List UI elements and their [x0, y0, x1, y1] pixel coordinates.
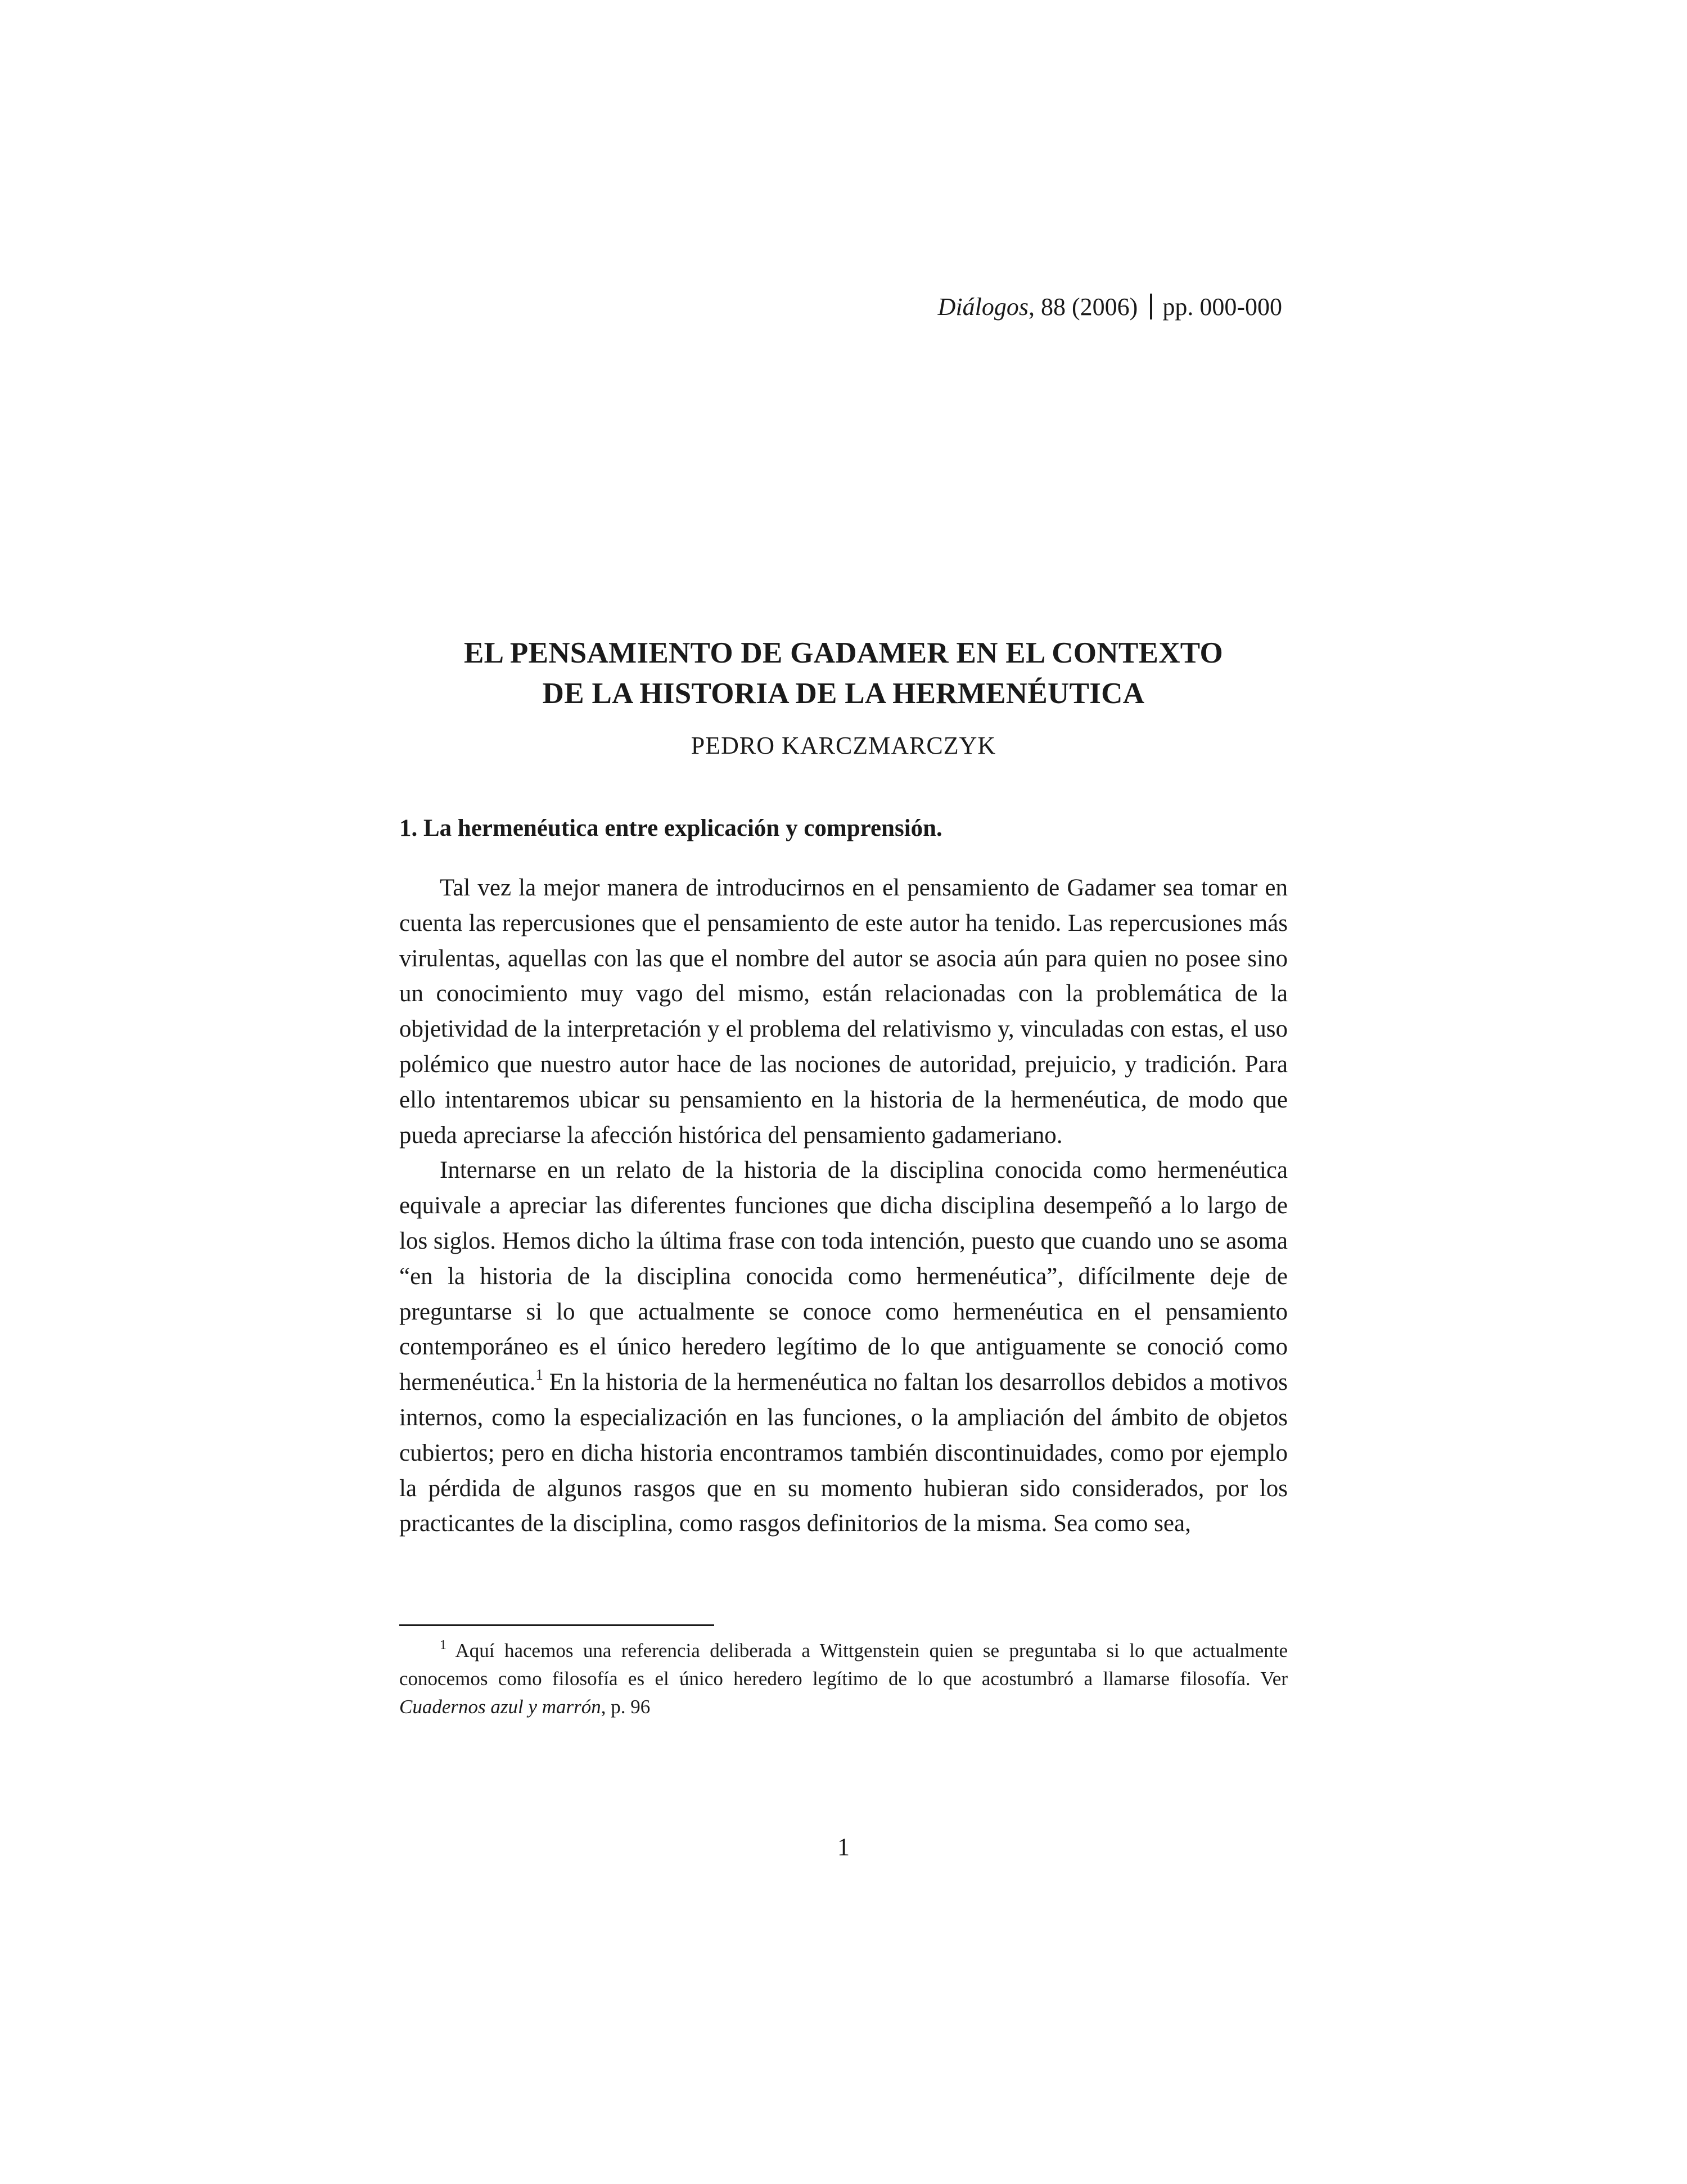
footnote-reference: 1	[535, 1366, 543, 1384]
title-line-1: EL PENSAMIENTO DE GADAMER EN EL CONTEXTO	[463, 637, 1224, 669]
paragraph-2-start: Internarse en un relato de la historia de la disciplina conocida como hermenéutica equivale a apreciar las diferentes funciones que dicha disciplina desempeñó a lo largo de los siglos. Hemos dicho la última frase con toda intención, puesto que cuando uno se asoma “en la historia de la disciplina conocida como hermenéutica”, difícilmente deje de preguntarse si lo que actualmente se conoce como hermenéutica en el pensamiento contemporáneo es el único heredero legítimo de lo que antiguamente se conoció como hermenéutica.	[399, 1157, 1288, 1396]
running-head	[938, 292, 1282, 322]
article-author: PEDRO KARCZMARCZYK	[691, 732, 996, 759]
footnote-divider	[399, 1624, 714, 1626]
footnote-page-ref: , p. 96	[601, 1696, 651, 1718]
journal-pages: pp. 000-000	[1162, 293, 1282, 321]
footnote-number: 1	[440, 1638, 446, 1652]
footnote-work-title: Cuadernos azul y marrón	[399, 1696, 601, 1718]
journal-name: Diálogos	[937, 293, 1029, 321]
footnote	[399, 1637, 1288, 1721]
article-title	[399, 633, 1288, 714]
page-number: 1	[837, 1833, 850, 1861]
title-line-2: DE LA HISTORIA DE LA HERMENÉUTICA	[542, 677, 1145, 710]
footnote-text: Aquí hacemos una referencia deliberada a Wittgenstein quien se preguntaba si lo que actualmente conocemos como filosofía es el único heredero legítimo de lo que acostumbró a llamarse filosofía. Ver	[399, 1640, 1288, 1690]
journal-issue: , 88 (2006)	[1029, 293, 1138, 321]
body-paragraph-2	[399, 1153, 1288, 1542]
section-heading: 1. La hermenéutica entre explicación y comprensión.	[399, 815, 942, 841]
paragraph-2-end: En la historia de la hermenéutica no faltan los desarrollos debidos a motivos internos, como la especialización en las funciones, o la ampliación del ámbito de objetos cubiertos; pero en dicha historia encontramos también discontinuidades, como por ejemplo la pérdida de algunos rasgos que en su momento hubieran sido considerados, por los practicantes de la disciplina, como rasgos definitorios de la misma. Sea como sea,	[399, 1369, 1288, 1537]
footnote-1	[399, 1637, 1288, 1721]
body-text	[399, 871, 1288, 1542]
body-paragraph-1: Tal vez la mejor manera de introducirnos en el pensamiento de Gadamer sea tomar en cuenta las repercusiones que el pensamiento de este autor ha tenido. Las repercusiones más virulentas, aquellas con las que el nombre del autor se asocia aún para quien no posee sino un conocimiento muy vago del mismo, están relacionadas con la problemática de la objetividad de la interpretación y el problema del relativismo y, vinculadas con estas, el uso polémico que nuestro autor hace de las nociones de autoridad, prejuicio, y tradición. Para ello intentaremos ubicar su pensamiento en la historia de la hermenéutica, de modo que pueda apreciarse la afección histórica del pensamiento gadameriano.	[399, 875, 1288, 1149]
running-head-separator	[1150, 294, 1152, 319]
